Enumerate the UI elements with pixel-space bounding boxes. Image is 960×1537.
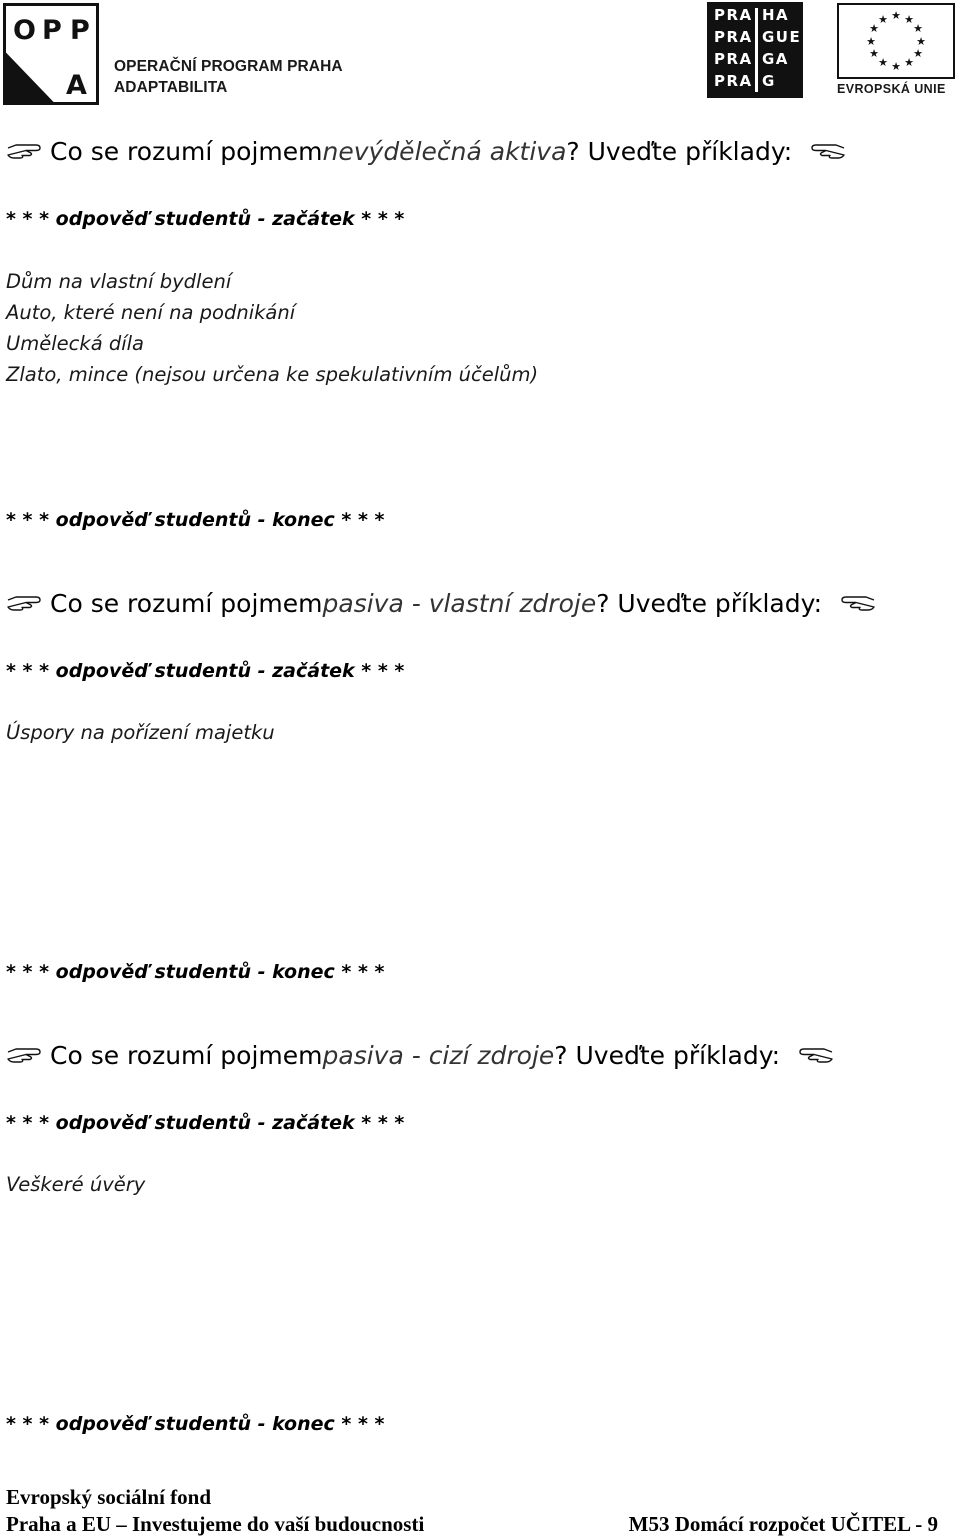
svg-text:★: ★ — [878, 56, 888, 69]
praha-cell-left-4: PRA — [714, 72, 753, 90]
svg-text:★: ★ — [904, 56, 914, 69]
answer-end-1: * * * odpověď studentů - konec * * * — [6, 509, 385, 531]
answer-item: Úspory na pořízení majetku — [6, 721, 275, 744]
praha-cell-right-2: GUE — [762, 28, 802, 46]
answer-start-1: * * * odpověď studentů - začátek * * * — [6, 208, 405, 230]
opp-letter-4: A — [66, 70, 87, 101]
question-1 — [6, 137, 846, 166]
pointing-hand-left-icon — [798, 1041, 834, 1070]
svg-text:★: ★ — [904, 13, 914, 26]
answer-item: Umělecká díla — [6, 332, 145, 355]
answer-item: Dům na vlastní bydlení — [6, 270, 232, 293]
pointing-hand-right-icon — [6, 1041, 42, 1070]
pointing-hand-left-icon — [840, 589, 876, 618]
eu-flag — [837, 3, 955, 79]
footer-document-id: M53 Domácí rozpočet UČITEL - 9 — [628, 1512, 938, 1536]
opp-logo — [3, 3, 99, 105]
answer-item: Zlato, mince (nejsou určena ke spekulativním účelům) — [6, 363, 539, 386]
opp-letter-1: O — [13, 15, 36, 46]
pointing-hand-right-icon — [6, 589, 42, 618]
answer-item: Auto, které není na podnikání — [6, 301, 296, 324]
opp-letter-3: P — [70, 15, 90, 46]
svg-text:★: ★ — [866, 35, 876, 48]
answer-end-2: * * * odpověď studentů - konec * * * — [6, 961, 385, 983]
answer-list-2 — [6, 717, 275, 748]
eu-stars-icon — [839, 5, 953, 77]
answer-end-3: * * * odpověď studentů - konec * * * — [6, 1413, 385, 1435]
question-2-term: pasiva - vlastní zdroje — [322, 589, 597, 618]
svg-text:★: ★ — [869, 22, 879, 35]
answer-item: Veškeré úvěry — [6, 1173, 146, 1196]
praha-logo-divider — [755, 8, 758, 92]
praha-logo — [707, 2, 803, 98]
svg-text:★: ★ — [891, 9, 901, 22]
eu-logo — [837, 3, 957, 99]
svg-text:★: ★ — [869, 47, 879, 60]
praha-cell-left-2: PRA — [714, 28, 753, 46]
question-2-suffix: ? Uveďte příklady: — [596, 589, 823, 618]
footer-slogan: Praha a EU – Investujeme do vaší budoucnosti — [6, 1512, 425, 1536]
opp-logo-mark — [3, 3, 99, 105]
opp-text-line-2: ADAPTABILITA — [114, 79, 228, 96]
answer-list-3 — [6, 1169, 145, 1200]
opp-letter-2: P — [42, 15, 62, 46]
svg-text:★: ★ — [891, 60, 901, 73]
answer-list-1 — [6, 266, 538, 390]
eu-caption: EVROPSKÁ UNIE — [837, 82, 946, 96]
question-3-suffix: ? Uveďte příklady: — [554, 1041, 781, 1070]
question-3 — [6, 1041, 834, 1070]
question-2-prefix: Co se rozumí pojmem — [50, 589, 323, 618]
question-1-prefix: Co se rozumí pojmem — [50, 137, 323, 166]
praha-cell-left-3: PRA — [714, 50, 753, 68]
answer-start-3: * * * odpověď studentů - začátek * * * — [6, 1112, 405, 1134]
praha-cell-right-3: GA — [762, 50, 789, 68]
praha-cell-right-4: G — [762, 72, 776, 90]
opp-text-line-1: OPERAČNÍ PROGRAM PRAHA — [114, 58, 343, 75]
question-2 — [6, 589, 876, 618]
question-3-term: pasiva - cizí zdroje — [322, 1041, 555, 1070]
pointing-hand-right-icon — [6, 137, 42, 166]
footer-fund-name: Evropský sociální fond — [6, 1485, 212, 1509]
svg-text:★: ★ — [916, 35, 926, 48]
praha-cell-left-1: PRA — [714, 6, 753, 24]
svg-text:★: ★ — [878, 13, 888, 26]
opp-program-name — [114, 56, 343, 98]
answer-start-2: * * * odpověď studentů - začátek * * * — [6, 660, 405, 682]
svg-text:★: ★ — [913, 47, 923, 60]
svg-text:★: ★ — [913, 22, 923, 35]
pointing-hand-left-icon — [810, 137, 846, 166]
question-1-suffix: ? Uveďte příklady: — [566, 137, 793, 166]
question-1-term: nevýdělečná aktiva — [322, 137, 567, 166]
question-3-prefix: Co se rozumí pojmem — [50, 1041, 323, 1070]
praha-cell-right-1: HA — [762, 6, 790, 24]
